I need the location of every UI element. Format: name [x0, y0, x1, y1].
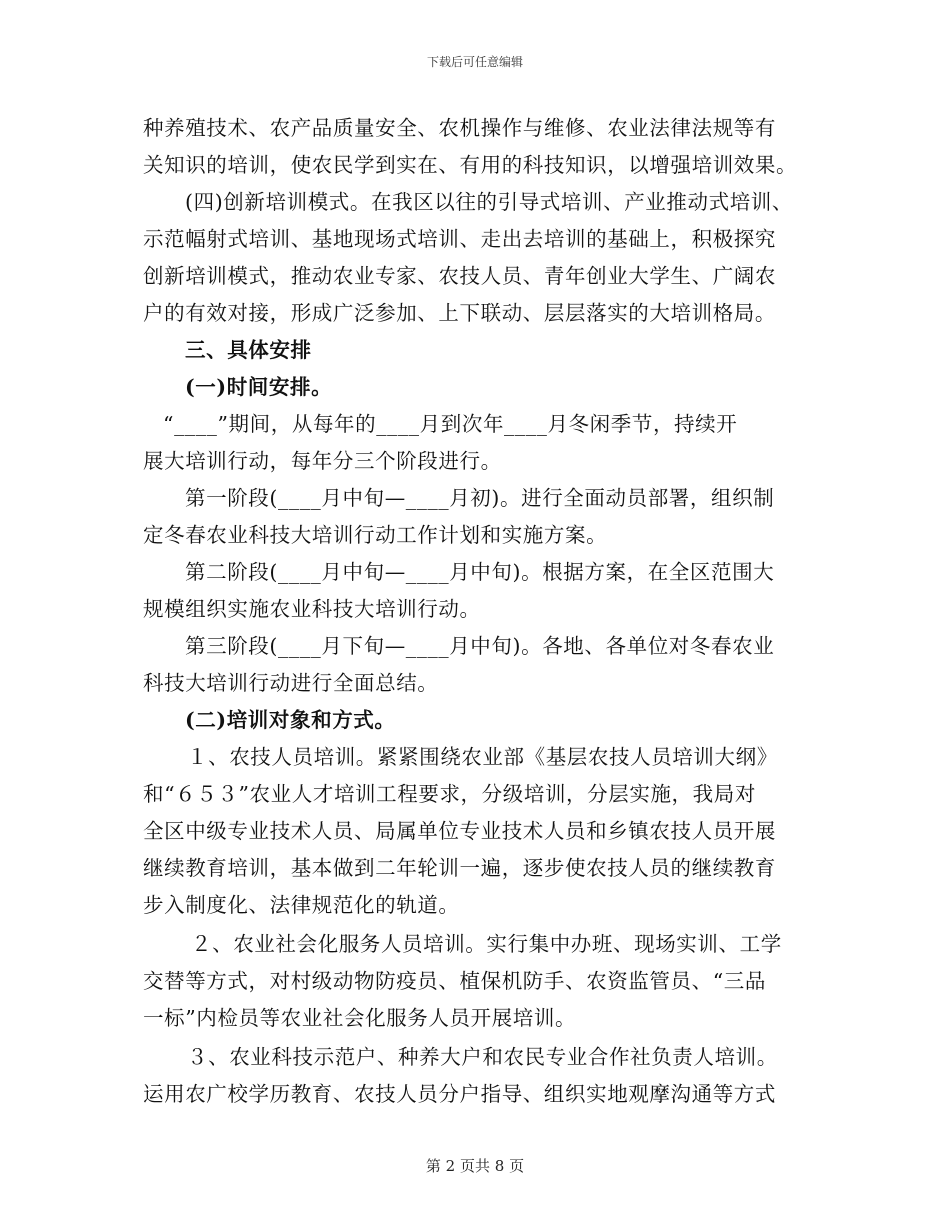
text-line: “____”期间，从每年的____月到次年____月冬闲季节，持续开 [163, 412, 738, 436]
text-line: 定冬春农业科技大培训行动工作计划和实施方案。 [143, 523, 608, 547]
text-line: 第一阶段(____月中旬—____月初)。进行全面动员部署，组织制 [185, 486, 775, 510]
text-line: 第三阶段(____月下旬—____月中旬)。各地、各单位对冬春农业 [185, 634, 775, 658]
text-line: 运用农广校学历教育、农技人员分户指导、组织实地观摩沟通等方式 [143, 1082, 776, 1106]
section-heading: 三、具体安排 [185, 338, 312, 362]
text-line: ２、农业社会化服务人员培训。实行集中办班、现场实训、工学 [191, 932, 782, 956]
text-line: 步入制度化、法律规范化的轨道。 [143, 893, 460, 917]
text-line: 一标”内检员等农业社会化服务人员开展培训。 [143, 1006, 577, 1030]
text-line: 规模组织实施农业科技大培训行动。 [143, 597, 481, 621]
subsection-heading: (一)时间安排。 [185, 375, 333, 399]
text-line: 示范幅射式培训、基地现场式培训、走出去培训的基础上，积极探究 [143, 227, 776, 251]
text-line: 创新培训模式，推动农业专家、农技人员、青年创业大学生、广阔农 [143, 264, 776, 288]
page-footer: 第 2 页共 8 页 [425, 1157, 525, 1175]
page-header: 下载后可任意编辑 [426, 55, 523, 69]
text-line: 科技大培训行动进行全面总结。 [143, 671, 439, 695]
text-line: 第二阶段(____月中旬—____月中旬)。根据方案，在全区范围大 [185, 560, 775, 584]
text-line: １、农技人员培训。紧紧围绕农业部《基层农技人员培训大纲》 [187, 745, 778, 769]
text-line: 种养殖技术、农产品质量安全、农机操作与维修、农业法律法规等有 [143, 116, 776, 140]
text-line: 和“６５３”农业人才培训工程要求，分级培训，分层实施，我局对 [143, 782, 756, 806]
text-line: 展大培训行动，每年分三个阶段进行。 [143, 449, 502, 473]
text-line: (四)创新培训模式。在我区以往的引导式培训、产业推动式培训、 [185, 190, 793, 214]
text-line: 关知识的培训，使农民学到实在、有用的科技知识，以增强培训效果。 [143, 153, 798, 177]
text-line: ３、农业科技示范户、种养大户和农民专业合作社负责人培训。 [187, 1045, 778, 1069]
text-line: 全区中级专业技术人员、局属单位专业技术人员和乡镇农技人员开展 [143, 819, 776, 843]
text-line: 户的有效对接，形成广泛参加、上下联动、层层落实的大培训格局。 [143, 301, 776, 325]
text-line: 交替等方式，对村级动物防疫员、植保机防手、农资监管员、“三品 [143, 969, 766, 993]
subsection-heading: (二)培训对象和方式。 [185, 708, 396, 732]
document-body [143, 110, 813, 1113]
text-line: 继续教育培训，基本做到二年轮训一遍，逐步使农技人员的继续教育 [143, 856, 776, 880]
